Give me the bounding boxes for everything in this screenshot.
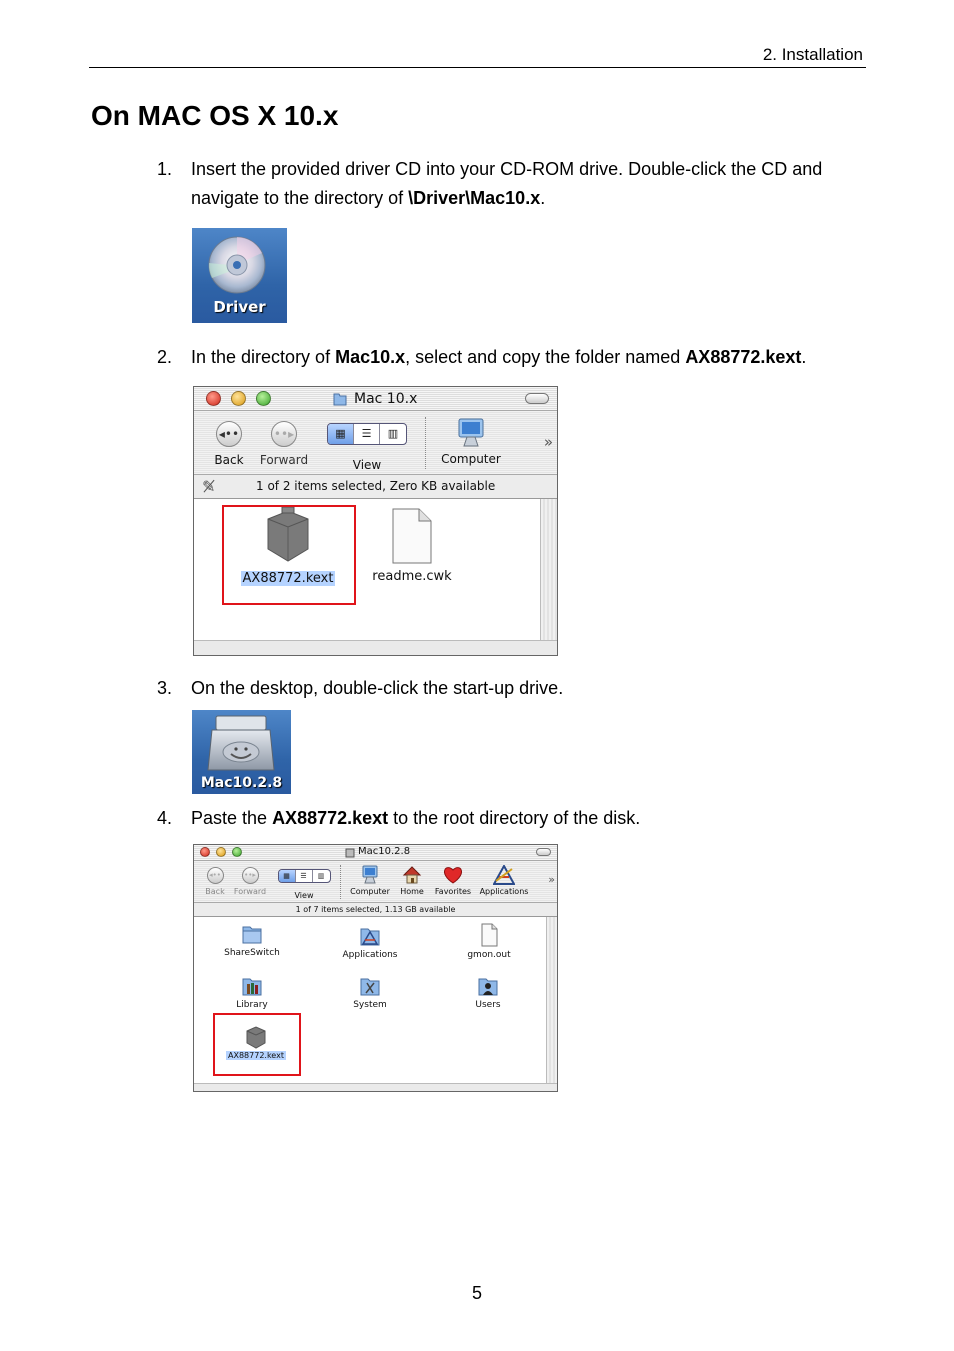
folder-icon	[333, 391, 347, 406]
step-1: 1. Insert the provided driver CD into your CD-ROM drive. Double-click the CD and navigate to the directory of \Driver\Mac10.x.	[157, 155, 869, 213]
horizontal-scrollbar[interactable]	[194, 1083, 557, 1091]
file-item-gmon-out[interactable]	[454, 923, 524, 960]
horizontal-scrollbar[interactable]	[194, 640, 557, 655]
window-title: Mac10.2.8	[358, 846, 411, 857]
computer-button[interactable]: Computer	[348, 865, 392, 896]
favorites-button[interactable]: Favorites	[430, 865, 476, 896]
applications-folder-icon	[358, 923, 382, 947]
home-icon	[402, 865, 422, 885]
step-2: 2. In the directory of Mac10.x, select and copy the folder named AX88772.kext.	[157, 343, 869, 372]
document-icon	[389, 507, 435, 565]
computer-icon	[361, 865, 379, 885]
heart-icon	[442, 865, 464, 885]
file-label: ShareSwitch	[224, 948, 280, 958]
file-label: AX88772.kext	[228, 1051, 284, 1060]
driver-cd-icon[interactable]	[192, 228, 287, 323]
document-icon	[477, 923, 501, 947]
view-control[interactable]: ▦ ☰ ▥ View	[276, 869, 332, 900]
forward-arrow-icon: ••▸	[242, 867, 259, 884]
title-bar[interactable]	[194, 387, 557, 411]
status-text: 1 of 2 items selected, Zero KB available	[256, 479, 496, 493]
file-item-applications[interactable]	[332, 923, 408, 960]
file-item-library[interactable]	[216, 973, 288, 1010]
computer-icon	[456, 417, 486, 449]
view-control[interactable]: ▦ ☰ ▥ View	[326, 423, 408, 472]
users-folder-icon	[476, 973, 500, 997]
minimize-button[interactable]	[216, 847, 226, 857]
list-view-icon[interactable]: ☰	[296, 870, 313, 882]
step-3: 3. On the desktop, double-click the start-up drive.	[157, 674, 869, 703]
no-write-icon: ✎̸	[202, 477, 216, 496]
column-view-icon[interactable]: ▥	[387, 427, 399, 440]
finder-window-mac1028	[193, 844, 558, 1092]
step-4: 4. Paste the AX88772.kext to the root directory of the disk.	[157, 804, 869, 833]
status-text: 1 of 7 items selected, 1.13 GB available	[295, 905, 456, 914]
vertical-scrollbar[interactable]	[546, 917, 557, 1085]
icon-view-icon[interactable]: ▦	[328, 424, 354, 444]
icon-view-icon[interactable]: ▦	[279, 870, 296, 882]
file-label: Library	[236, 1000, 268, 1010]
toolbar-toggle-button[interactable]	[525, 393, 549, 404]
page-number: 5	[471, 1283, 482, 1303]
running-header: 2. Installation	[762, 45, 863, 64]
close-button[interactable]	[206, 391, 221, 406]
toolbar-toggle-button[interactable]	[536, 848, 551, 856]
view-segmented-control[interactable]	[327, 423, 407, 445]
file-label: gmon.out	[467, 950, 511, 960]
highlight-box	[222, 505, 356, 605]
back-arrow-icon: ◂••	[207, 867, 224, 884]
step-number: 4.	[157, 808, 173, 828]
zoom-button[interactable]	[256, 391, 271, 406]
applications-icon	[493, 865, 515, 885]
applications-button[interactable]: Applications	[476, 865, 532, 896]
file-label: readme.cwk	[372, 569, 452, 584]
folder-icon	[240, 921, 264, 945]
step-number: 2.	[157, 347, 173, 367]
cd-label: Driver	[213, 298, 266, 316]
forward-button[interactable]: ••▸ Forward	[256, 421, 312, 467]
back-arrow-icon: ◂••	[216, 421, 242, 447]
file-item-readme-cwk[interactable]	[364, 507, 460, 584]
header-rule	[89, 67, 866, 68]
forward-button[interactable]: ••▸ Forward	[230, 867, 270, 896]
file-label: System	[353, 1000, 387, 1010]
close-button[interactable]	[200, 847, 210, 857]
highlight-box	[213, 1013, 301, 1076]
step-number: 3.	[157, 678, 173, 698]
title-bar[interactable]	[194, 845, 557, 861]
toolbar-separator	[425, 417, 426, 469]
toolbar	[194, 861, 557, 903]
toolbar	[194, 411, 557, 475]
back-button[interactable]: ◂•• Back	[206, 421, 252, 467]
computer-button[interactable]: Computer	[438, 417, 504, 466]
zoom-button[interactable]	[232, 847, 242, 857]
toolbar-overflow-button[interactable]: »	[548, 873, 555, 886]
startup-drive-icon[interactable]	[192, 710, 291, 794]
toolbar-overflow-button[interactable]: »	[543, 433, 553, 451]
status-bar	[194, 903, 557, 917]
forward-arrow-icon: ••▸	[271, 421, 297, 447]
step-number: 1.	[157, 159, 173, 179]
path-text: \Driver\Mac10.x	[408, 188, 541, 208]
file-label: AX88772.kext	[242, 571, 334, 586]
minimize-button[interactable]	[231, 391, 246, 406]
hard-drive-icon	[192, 710, 291, 780]
disk-icon	[345, 847, 355, 858]
system-folder-icon	[358, 973, 382, 997]
page-title: On MAC OS X 10.x	[91, 100, 339, 131]
file-label: Users	[475, 1000, 501, 1010]
library-folder-icon	[240, 973, 264, 997]
status-bar	[194, 475, 557, 499]
file-label: Applications	[342, 950, 398, 960]
back-button[interactable]: ◂•• Back	[200, 867, 230, 896]
file-item-users[interactable]	[452, 973, 524, 1010]
drive-label: Mac10.2.8	[200, 775, 283, 791]
list-view-icon[interactable]: ☰	[354, 424, 380, 444]
file-item-shareswitch[interactable]	[216, 921, 288, 958]
column-view-icon[interactable]: ▥	[317, 872, 325, 880]
finder-window-mac10x	[193, 386, 558, 656]
file-item-system[interactable]	[334, 973, 406, 1010]
view-segmented-control[interactable]	[278, 869, 331, 883]
window-title: Mac 10.x	[354, 391, 418, 407]
toolbar-separator	[340, 865, 341, 899]
vertical-scrollbar[interactable]	[540, 499, 557, 641]
home-button[interactable]: Home	[394, 865, 430, 896]
